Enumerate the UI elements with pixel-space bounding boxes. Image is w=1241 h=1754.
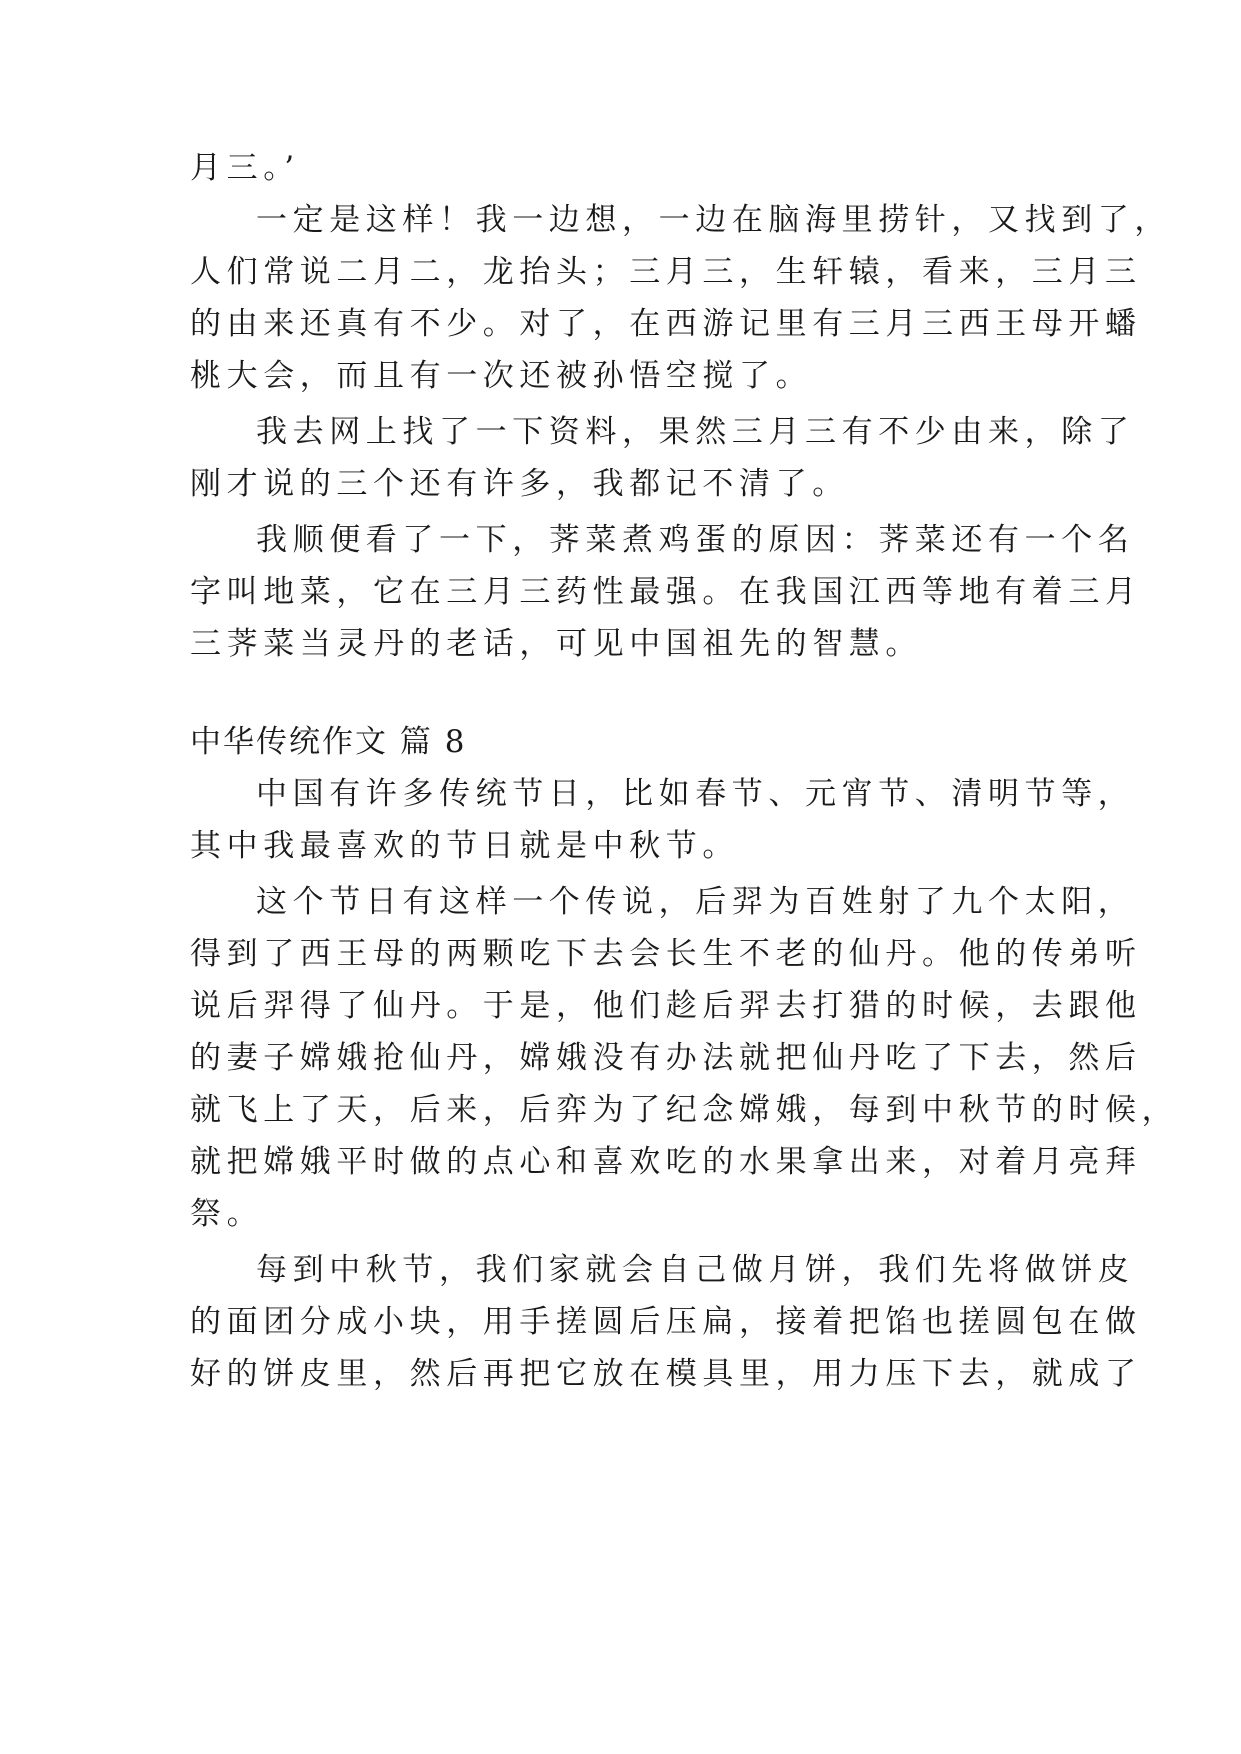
- paragraph-line: 桃大会，而且有一次还被孙悟空搅了。: [190, 358, 813, 394]
- paragraph-line: 其中我最喜欢的节日就是中秋节。: [190, 828, 739, 864]
- paragraph-line: 就把嫦娥平时做的点心和喜欢吃的水果拿出来，对着月亮拜: [190, 1144, 1142, 1180]
- paragraph-line: 祭。: [190, 1196, 264, 1232]
- paragraph-line: 就飞上了天，后来，后弈为了纪念嫦娥，每到中秋节的时候，: [190, 1092, 1179, 1128]
- paragraph-line: 刚才说的三个还有许多，我都记不清了。: [190, 466, 849, 502]
- paragraph-line: 我去网上找了一下资料，果然三月三有不少由来，除了: [256, 414, 1135, 450]
- paragraph-line: 每到中秋节，我们家就会自己做月饼，我们先将做饼皮: [256, 1252, 1135, 1288]
- paragraph-line: 三荠菜当灵丹的老话，可见中国祖先的智慧。: [190, 626, 922, 662]
- paragraph-line: 字叫地菜，它在三月三药性最强。在我国江西等地有着三月: [190, 574, 1142, 610]
- paragraph-line: 一定是这样！我一边想，一边在脑海里捞针，又找到了，: [256, 202, 1171, 238]
- paragraph-line: 得到了西王母的两颗吃下去会长生不老的仙丹。他的传弟听: [190, 936, 1142, 972]
- paragraph-line: 中国有许多传统节日，比如春节、元宵节、清明节等，: [256, 776, 1135, 812]
- paragraph-line: 的由来还真有不少。对了，在西游记里有三月三西王母开蟠: [190, 306, 1142, 342]
- paragraph-line: 我顺便看了一下，荠菜煮鸡蛋的原因：荠菜还有一个名: [256, 522, 1135, 558]
- paragraph-line: 人们常说二月二，龙抬头；三月三，生轩辕，看来，三月三: [190, 254, 1142, 290]
- section-heading: 中华传统作文 篇 8: [190, 724, 467, 760]
- paragraph-line: 好的饼皮里，然后再把它放在模具里，用力压下去，就成了: [190, 1356, 1142, 1392]
- paragraph-line: 月三。’: [190, 150, 300, 186]
- paragraph-line: 这个节日有这样一个传说，后羿为百姓射了九个太阳，: [256, 884, 1135, 920]
- paragraph-line: 说后羿得了仙丹。于是，他们趁后羿去打猎的时候，去跟他: [190, 988, 1142, 1024]
- paragraph-line: 的面团分成小块，用手搓圆后压扁，接着把馅也搓圆包在做: [190, 1304, 1142, 1340]
- paragraph-line: 的妻子嫦娥抢仙丹，嫦娥没有办法就把仙丹吃了下去，然后: [190, 1040, 1142, 1076]
